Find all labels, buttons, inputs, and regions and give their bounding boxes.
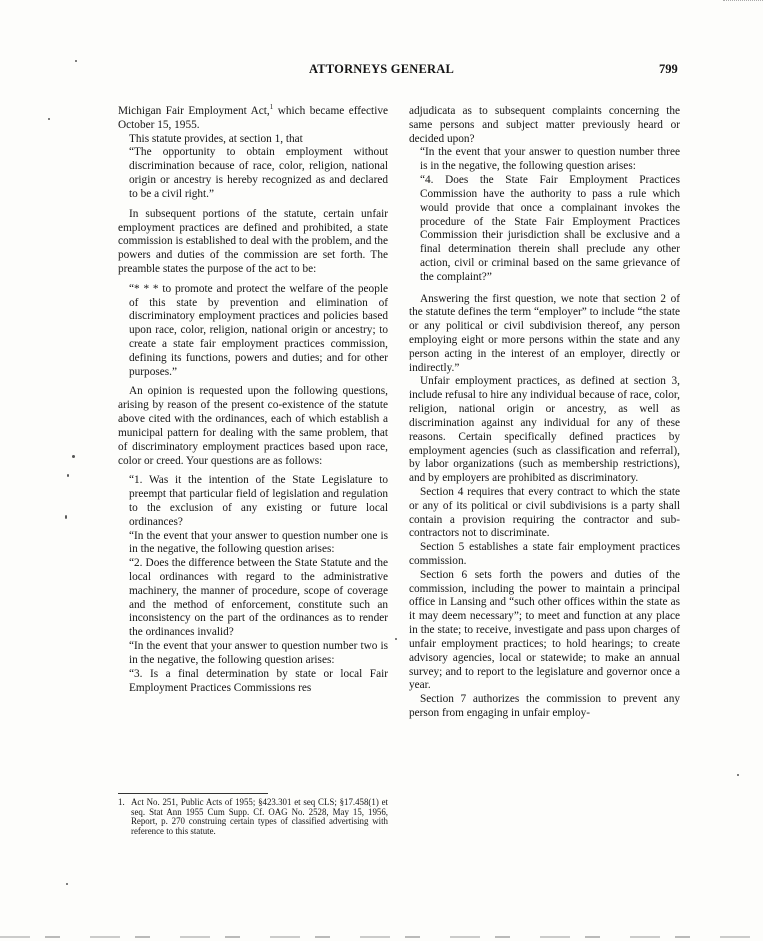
block-quote: “In the event that your answer to question number three is in the negative, the following question arises: (420, 146, 680, 173)
scan-speck (72, 455, 75, 458)
footnote-number: 1. (118, 797, 125, 807)
paragraph-text-cont: which became effective October 15, 1955. (118, 105, 388, 131)
footnote (118, 798, 388, 836)
paragraph: An opinion is requested upon the following questions, arising by reason of the present co-existence of the statute above cited with the ordinances, each of which establish a municipal pattern for dealing with the same problem, that of discriminatory employment practices based upon race, color or creed. Your questions are as follows: (118, 385, 388, 467)
left-column (118, 105, 388, 695)
paragraph: Answering the first question, we note that section 2 of the statute defines the term “employer” to include “the state or any political or civil subdivision thereof, any person employing eight or more persons within the state and any person acting in the interest of an employer, directly or indirectly.” (409, 292, 680, 374)
paragraph: Unfair employment practices, as defined at section 3, include refusal to hire any individual because of race, color, religion, national origin or ancestry, as well as discrimination against any individual for any of these reasons. Certain specifically defined practices by employment agencies (such as classification and referral), by labor organizations (such as membership restrictions), and by employers are prohibited as discriminatory. (409, 375, 680, 485)
block-quote: “4. Does the State Fair Employment Practices Commission have the authority to pass a rule which would provide that once a complainant invokes the procedure of the State Fair Employment Practices Commission their jurisdiction shall be exclusive and a final determination therein shall preclude any other action, civil or criminal based on the same grievance of the complaint?” (420, 174, 680, 283)
footnote-rule (118, 793, 268, 794)
block-quote: “In the event that your answer to question number one is in the negative, the following question arises: (129, 529, 388, 556)
paragraph: Section 6 sets forth the powers and duties of the commission, including the power to maintain a principal office in Lansing and “such other offices within the state as it may deem necessary”; to meet and function at any place in the state; to receive, investigate and pass upon charges of unfair employment practices; to hold hearings; to create advisory agencies, local or statewide; to make an annual survey; and to report to the legislature and governor once a year. (409, 568, 680, 692)
block-quote: “1. Was it the intention of the State Legislature to preempt that particular field of legislation and regulation to the exclusion of any existing or future local ordinances? (129, 474, 388, 528)
footnote-marker: 1 (269, 103, 274, 112)
scan-edge (723, 0, 763, 4)
block-quote: “The opportunity to obtain employment without discrimination because of race, color, religion, national origin or ancestry is hereby recognized as and declared to be a civil right.” (129, 146, 388, 200)
scan-speck (48, 118, 50, 120)
paragraph-text: Michigan Fair Employment Act, (118, 105, 270, 117)
paragraph (118, 105, 388, 133)
scan-speck (395, 638, 397, 640)
paragraph: Section 7 authorizes the commission to prevent any person from engaging in unfair employ- (409, 693, 680, 719)
block-quote: “2. Does the difference between the State Statute and the local ordinances with regard to the administrative machinery, the manner of procedure, scope of coverage and the method of enforcement, constitute such an inconsistency on the part of the ordinances as to render the ordinances invalid? (129, 557, 388, 639)
block-quote: “3. Is a final determination by state or local Fair Employment Practices Commissions res (129, 667, 388, 694)
paragraph: This statute provides, at section 1, that (129, 132, 303, 145)
paragraph: Section 5 establishes a state fair employment practices commission. (409, 541, 680, 567)
footnote-text: Act No. 251, Public Acts of 1955; §423.301 et seq CLS; §17.458(1) et seq. Stat Ann 1955 Cum Supp. Cf. OAG No. 2528, May 15, 1956, Report, p. 270 construing certain types of classified advertising with reference to this statute. (131, 797, 388, 836)
page-number: 799 (659, 62, 678, 76)
right-column (409, 105, 680, 721)
running-head-title: ATTORNEYS GENERAL (309, 62, 454, 76)
paragraph: Section 4 requires that every contract to which the state or any of its political or civil subdivisions is a party shall contain a provision requiring the contractor and sub-contractors not to discriminate. (409, 485, 680, 540)
paragraph: In subsequent portions of the statute, certain unfair employment practices are defined and prohibited, a state commission is established to deal with the problem, and the powers and duties of the commission are set forth. The preamble states the purpose of the act to be: (118, 207, 388, 275)
paragraph: adjudicata as to subsequent complaints concerning the same persons and subject matter previously heard or decided upon? (409, 105, 680, 145)
scan-speck (65, 515, 67, 519)
block-quote: “* * * to promote and protect the welfare of the people of this state by prevention and elimination of discriminatory employment practices and policies based upon race, color, religion, national origin or ancestry; to create a state fair employment practices commission, defining its functions, powers and duties; and for other purposes.” (129, 282, 388, 378)
scan-speck (75, 60, 77, 62)
scan-speck (66, 883, 68, 885)
scan-speck (737, 774, 739, 776)
scan-bottom-edge (0, 936, 763, 938)
scan-speck (67, 474, 69, 477)
block-quote: “In the event that your answer to question number two is in the negative, the following question arises: (129, 640, 388, 666)
